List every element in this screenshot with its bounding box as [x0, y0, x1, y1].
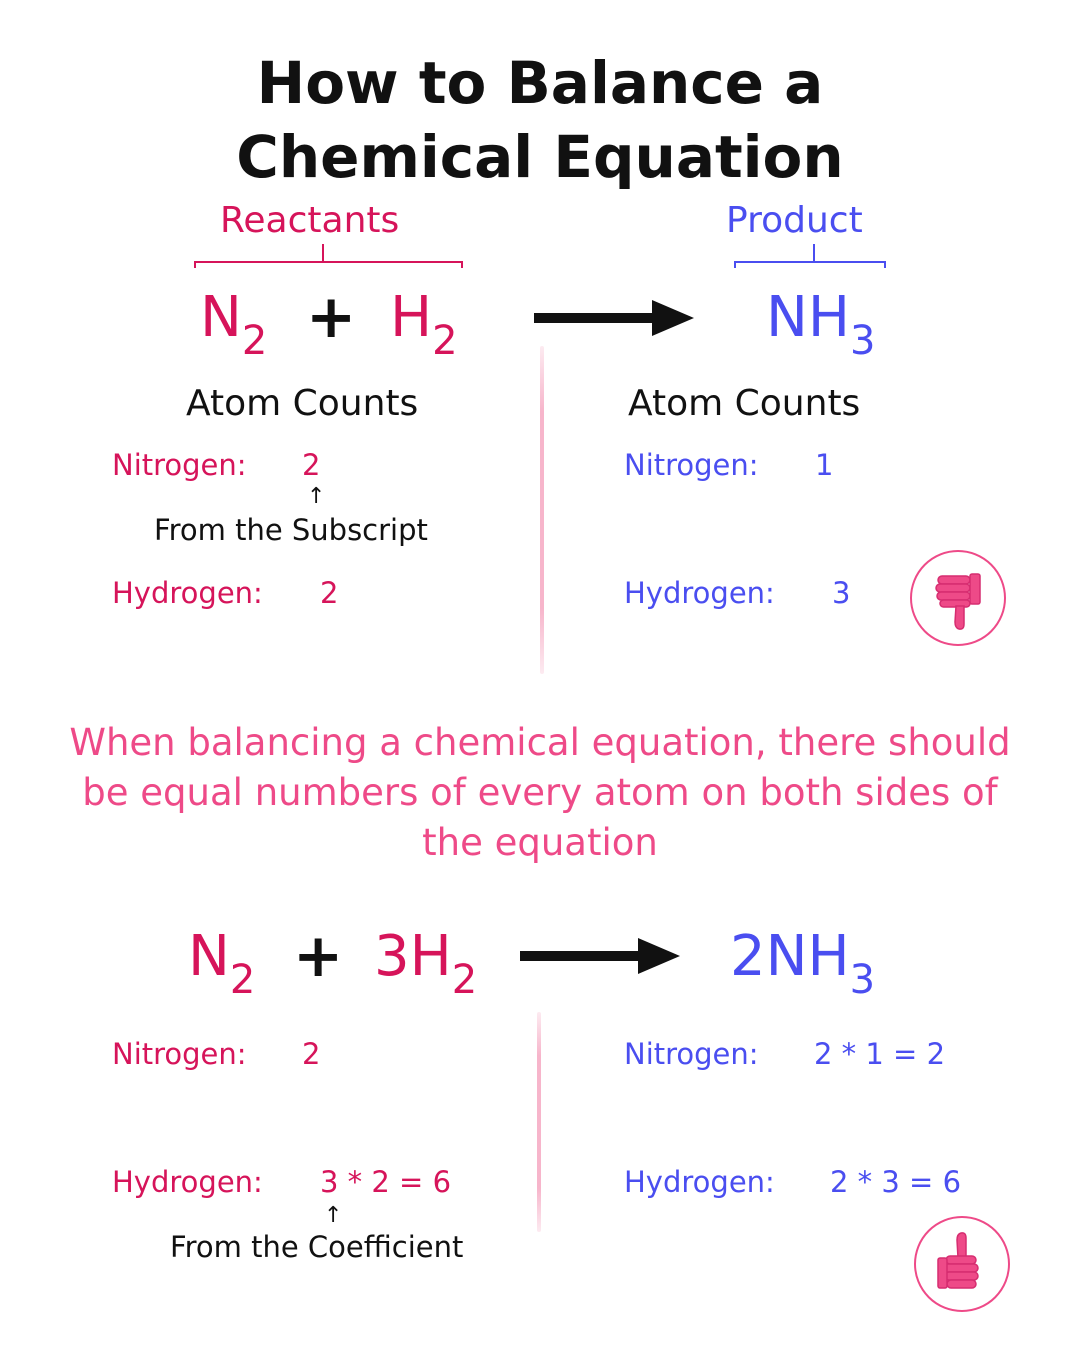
unbalanced-product-nh3: $NH_3$	[766, 285, 876, 364]
balanced-right-nitrogen-label: Nitrogen:	[624, 1037, 759, 1071]
product-label: Product	[726, 200, 863, 241]
lower-divider	[537, 1012, 541, 1232]
reactants-bracket	[190, 238, 470, 272]
balanced-right-hydrogen-value: 2 * 3 = 6	[830, 1165, 962, 1199]
subscript-pointer-arrow-icon: ↑	[307, 484, 326, 509]
unbalanced-left-nitrogen-value: 2	[302, 448, 321, 482]
balanced-product-2nh3: $2NH_3$	[730, 924, 876, 1003]
unbalanced-plus-sign: +	[306, 282, 357, 352]
balanced-badge	[914, 1216, 1010, 1312]
unbalanced-reaction-arrow	[534, 296, 696, 340]
balanced-right-hydrogen-label: Hydrogen:	[624, 1165, 775, 1199]
balanced-left-hydrogen-label: Hydrogen:	[112, 1165, 263, 1199]
balanced-left-nitrogen-value: 2	[302, 1037, 321, 1071]
unbalanced-right-hydrogen-label: Hydrogen:	[624, 576, 775, 610]
reactants-label: Reactants	[220, 200, 400, 241]
balanced-reaction-arrow	[520, 934, 682, 978]
page-title-line-1: How to Balance a	[256, 49, 824, 117]
unbalanced-left-hydrogen-label: Hydrogen:	[112, 576, 263, 610]
subscript-note: From the Subscript	[154, 513, 428, 547]
unbalanced-reactant-n2: $N_2$	[200, 285, 268, 364]
unbalanced-left-nitrogen-label: Nitrogen:	[112, 448, 247, 482]
balanced-reactant-n2: $N_2$	[188, 924, 256, 1003]
balancing-statement: When balancing a chemical equation, there should be equal numbers of every atom on both sides of the equation	[69, 721, 1011, 864]
balanced-left-hydrogen-value: 3 * 2 = 6	[320, 1165, 452, 1199]
page-title-line-2: Chemical Equation	[236, 123, 844, 191]
balanced-reactant-3h2: $3H_2$	[374, 924, 478, 1003]
coefficient-note: From the Coefficient	[170, 1230, 464, 1264]
balanced-left-nitrogen-label: Nitrogen:	[112, 1037, 247, 1071]
coefficient-pointer-arrow-icon: ↑	[324, 1203, 343, 1228]
thumbs-down-icon	[912, 552, 1004, 644]
balanced-right-nitrogen-value: 2 * 1 = 2	[814, 1037, 946, 1071]
unbalanced-badge	[910, 550, 1006, 646]
balanced-plus-sign: +	[293, 921, 344, 991]
product-bracket	[730, 238, 890, 272]
unbalanced-right-nitrogen-label: Nitrogen:	[624, 448, 759, 482]
unbalanced-right-nitrogen-value: 1	[815, 448, 834, 482]
right-atom-counts-heading: Atom Counts	[628, 383, 861, 424]
unbalanced-reactant-h2: $H_2$	[390, 285, 458, 364]
thumbs-up-icon	[916, 1218, 1008, 1310]
left-atom-counts-heading: Atom Counts	[186, 383, 419, 424]
unbalanced-left-hydrogen-value: 2	[320, 576, 339, 610]
unbalanced-right-hydrogen-value: 3	[832, 576, 851, 610]
upper-divider	[540, 346, 544, 674]
